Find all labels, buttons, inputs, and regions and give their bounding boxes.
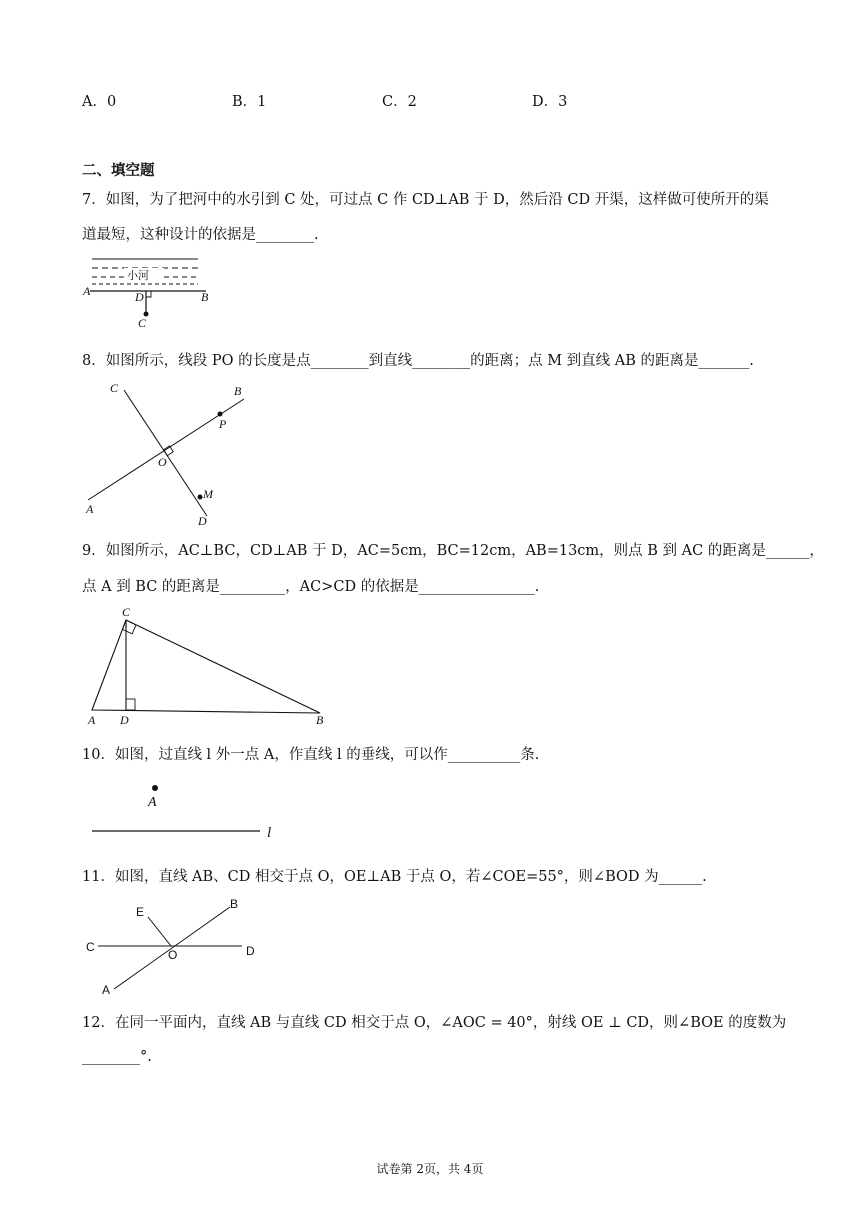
- q8-label-b: B: [234, 384, 242, 398]
- q9-label-b: B: [316, 713, 324, 727]
- q11-label-b: B: [230, 897, 239, 911]
- q8-label-c: C: [110, 381, 119, 395]
- q7-label-a: A: [83, 284, 91, 298]
- choice-b: B．1: [232, 94, 267, 110]
- q7-figure: [80, 254, 220, 334]
- q7-text-line1: 7．如图，为了把河中的水引到 C 处，可过点 C 作 CD⊥AB 于 D，然后沿 CD 开渠，这样做可使所开的渠: [82, 192, 769, 208]
- page-footer: 试卷第 2页，共 4页: [376, 1162, 484, 1176]
- q9-label-d: D: [120, 713, 129, 727]
- q7-label-c: C: [138, 316, 147, 330]
- q7-text-line2: 道最短，这种设计的依据是________.: [82, 227, 319, 243]
- choice-d: D．3: [532, 94, 568, 110]
- q8-label-a: A: [86, 502, 94, 516]
- q11-text-line1: 11．如图，直线 AB、CD 相交于点 O，OE⊥AB 于点 O，若∠COE=55°，则∠BOD 为______.: [82, 869, 707, 885]
- q8-text-line1: 8．如图所示，线段 PO 的长度是点________到直线________的距离；点 M 到直线 AB 的距离是_______.: [82, 353, 754, 369]
- q9-text-line2: 点 A 到 BC 的距离是_________，AC>CD 的依据是________________.: [82, 579, 540, 595]
- q11-figure: [80, 895, 280, 1005]
- q12-text-line1: 12．在同一平面内，直线 AB 与直线 CD 相交于点 O，∠AOC = 40°，射线 OE ⊥ CD，则∠BOE 的度数为: [82, 1015, 787, 1031]
- q11-label-e: E: [136, 905, 145, 919]
- q10-label-a: A: [148, 795, 157, 810]
- q9-text-line1: 9．如图所示，AC⊥BC，CD⊥AB 于 D，AC=5cm，BC=12cm，AB=13cm，则点 B 到 AC 的距离是______，: [82, 543, 824, 559]
- q9-figure: [80, 600, 340, 730]
- q11-label-o: O: [168, 948, 178, 962]
- q11-label-a: A: [102, 983, 111, 997]
- q10-figure: [80, 780, 280, 840]
- q8-label-o: O: [158, 455, 167, 469]
- q7-label-d: D: [135, 290, 144, 304]
- q10-text-line1: 10．如图，过直线 l 外一点 A，作直线 l 的垂线，可以作__________条.: [82, 747, 540, 763]
- section-title: 二、填空题: [82, 162, 155, 179]
- q7-label-b: B: [201, 290, 209, 304]
- q11-label-c: C: [86, 940, 95, 954]
- q8-label-m: M: [203, 487, 213, 501]
- q8-label-p: P: [219, 417, 227, 431]
- q10-label-l: l: [267, 825, 272, 841]
- q8-figure: [80, 378, 260, 528]
- choice-a: A．0: [82, 94, 117, 110]
- q8-label-d: D: [198, 514, 207, 528]
- q9-label-c: C: [122, 605, 131, 619]
- q7-label-river: 小河: [127, 269, 149, 282]
- q12-text-line2: ________°.: [82, 1049, 152, 1065]
- q9-label-a: A: [88, 713, 96, 727]
- q11-label-d: D: [246, 944, 255, 958]
- choice-c: C．2: [382, 94, 417, 110]
